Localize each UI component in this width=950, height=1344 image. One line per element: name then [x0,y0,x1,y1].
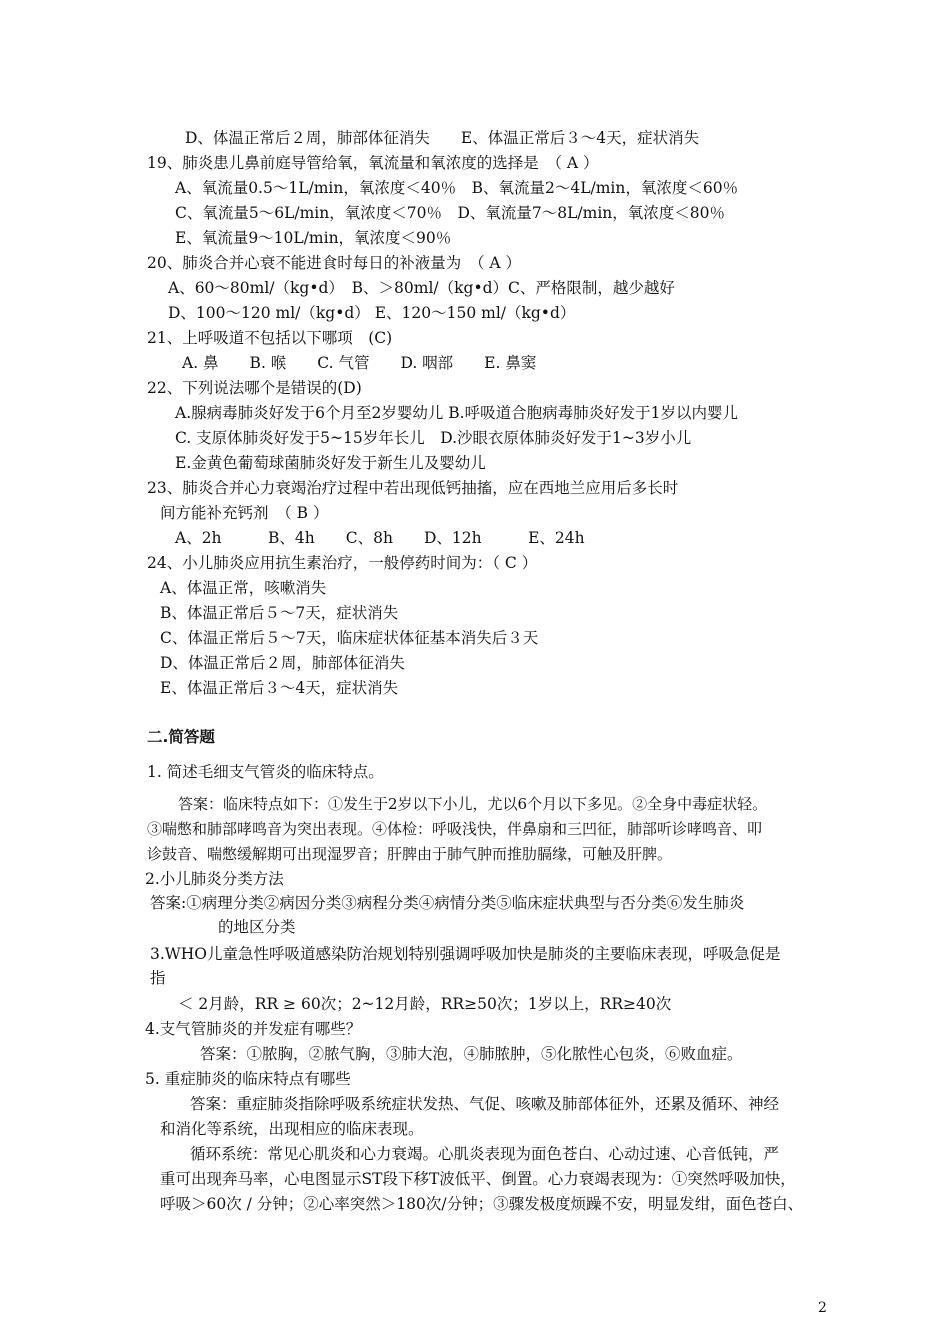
text-line: E、体温正常后３～4天，症状消失 [160,679,399,697]
short-question-4: 4.支气管肺炎的并发症有哪些？ [145,1020,362,1038]
section-heading: 二.简答题 [147,728,215,746]
text-line: A、体温正常，咳嗽消失 [160,579,327,597]
answer-line: 重可出现奔马率，心电图显示ST段下移T波低平、倒置。心力衰竭表现为：①突然呼吸加快， [160,1170,796,1188]
answer-line: 答案：①脓胸，②脓气胸，③肺大泡，④肺脓肿，⑤化脓性心包炎，⑥败血症。 [200,1045,743,1063]
text-line: A.腺病毒肺炎好发于6个月至2岁婴幼儿 B.呼吸道合胞病毒肺炎好发于1岁以内婴儿 [175,404,738,422]
answer-line: 答案：重症肺炎指除呼吸系统症状发热、气促、咳嗽及肺部体征外，还累及循环、神经 [190,1095,780,1113]
question-22: 22、下列说法哪个是错误的(D) [147,379,362,397]
text-line: D、体温正常后２周，肺部体征消失 E、体温正常后３～4天，症状消失 [185,129,700,147]
text-line: E.金黄色葡萄球菌肺炎好发于新生儿及婴幼儿 [175,454,486,472]
text-line: A、氧流量0.5～1L/min，氧浓度＜40％ B、氧流量2～4L/min，氧浓度＜60％ [175,179,739,197]
answer-line: 呼吸＞60次 / 分钟；②心率突然＞180次/分钟；③骤发极度烦躁不安，明显发绀，面色苍白、 [160,1195,804,1213]
short-question-1: 1. 简述毛细支气管炎的临床特点。 [147,763,384,781]
answer-line: ＜ 2月龄，RR ≥ 60次；2~12月龄，RR≥50次；1岁以上，RR≥40次 [178,995,672,1013]
text-line: C、体温正常后５～7天，临床症状体征基本消失后３天 [160,629,539,647]
answer-line: ③喘憋和肺部哮鸣音为突出表现。④体检：呼吸浅快，伴鼻扇和三凹征，肺部听诊哮鸣音、叩 [147,820,763,838]
answer-line: 诊鼓音、喘憋缓解期可出现湿罗音；肝脾由于肺气肿而推肋膈缘，可触及肝脾。 [147,845,673,863]
answer-line: 和消化等系统，出现相应的临床表现。 [160,1120,424,1138]
question-24: 24、小儿肺炎应用抗生素治疗，一般停药时间为：（ C ） [147,554,538,572]
text-line: A、60～80ml/（kg•d） B、＞80ml/（kg•d）C、严格限制，越少越好 [168,279,675,297]
text-line: 间方能补充钙剂 （ B ） [160,504,329,522]
question-23: 23、肺炎合并心力衰竭治疗过程中若出现低钙抽搐，应在西地兰应用后多长时 [147,479,679,497]
question-20: 20、肺炎合并心衰不能进食时每日的补液量为 （ A ） [147,254,522,272]
text-line: D、100～120 ml/（kg•d） E、120～150 ml/（kg•d） [168,304,576,322]
text-line: A、2h B、4h C、8h D、12h E、24h [175,529,585,547]
short-question-5: 5. 重症肺炎的临床特点有哪些 [145,1070,351,1088]
question-19: 19、肺炎患儿鼻前庭导管给氧，氧流量和氧浓度的选择是 （ A ） [147,154,599,172]
page-number: 2 [818,1300,827,1316]
text-line: E、氧流量9～10L/min，氧浓度＜90％ [175,229,452,247]
text-line: B、体温正常后５～7天，症状消失 [160,604,399,622]
text-line: C、氧流量5～6L/min，氧浓度＜70％ D、氧流量7～8L/min，氧浓度＜80％ [175,204,725,222]
short-question-3-cont: 指 [150,969,166,987]
answer-line: 的地区分类 [218,918,296,936]
question-21: 21、上呼吸道不包括以下哪项 (C) [147,329,393,347]
short-question-2: 2.小儿肺炎分类方法 [145,870,284,888]
text-line: A. 鼻 B. 喉 C. 气管 D. 咽部 E. 鼻窦 [182,354,537,372]
text-line: D、体温正常后２周，肺部体征消失 [160,654,405,672]
answer-line: 答案：临床特点如下：①发生于2岁以下小儿，尤以6个月以下多见。②全身中毒症状轻。 [178,795,768,813]
answer-line: 循环系统：常见心肌炎和心力衰竭。心肌炎表现为面色苍白、心动过速、心音低钝，严 [190,1145,780,1163]
short-question-3: 3.WHO儿童急性呼吸道感染防治规划特别强调呼吸加快是肺炎的主要临床表现，呼吸急促是 [150,945,781,963]
answer-line: 答案:①病理分类②病因分类③病程分类④病情分类⑤临床症状典型与否分类⑥发生肺炎 [150,894,745,912]
text-line: C. 支原体肺炎好发于5~15岁年长儿 D.沙眼衣原体肺炎好发于1~3岁小儿 [175,429,692,447]
